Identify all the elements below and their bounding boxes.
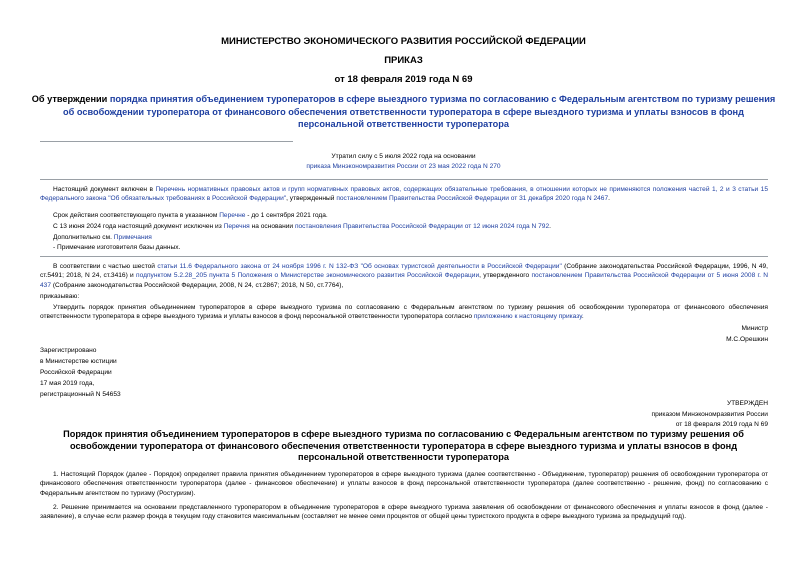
registration-line-2: в Министерстве юстиции (40, 358, 117, 365)
preamble-paragraph (40, 262, 768, 290)
list-link[interactable]: Перечня (223, 223, 250, 230)
registration-line-1: Зарегистрировано (40, 347, 97, 354)
list-link[interactable]: Перечне (219, 212, 246, 219)
preamble-text: В соответствии с частью шестой (53, 263, 158, 270)
preamble-text: (Собрание законодательства Российской Федерации, 2008, N 24, ст.2867; 2018, N 50, ст.7764), (51, 281, 344, 289)
note-text: Срок действия соответствующего пункта в указанном (53, 212, 220, 219)
note-included-list (40, 185, 768, 204)
note-excluded (53, 222, 768, 231)
approve-text: . (581, 313, 584, 321)
order-title-prefix: Об утверждении (31, 94, 110, 104)
note-validity (53, 211, 768, 220)
note-db-producer: - Примечание изготовителя базы данных. (53, 244, 181, 251)
note-text: . (549, 223, 551, 230)
order-date-number: от 18 февраля 2019 года N 69 (334, 74, 473, 85)
divider-notes-bottom (40, 256, 768, 257)
list-link[interactable]: Перечень нормативных правовых актов и групп нормативных правовых актов, содержащих обязательные требования, в отношении которых не применяются положения частей 1, 2 и 3 статьи 15 Федерального закона "Об обязательных требованиях в Российской Федерации" (40, 186, 768, 203)
registration-line-5: регистрационный N 54653 (40, 391, 121, 398)
note-text: на основании (249, 223, 295, 230)
note-text: , утвержденный (286, 195, 337, 203)
approved-label: УТВЕРЖДЕН (726, 400, 768, 407)
order-title-link[interactable]: порядка принятия объединением туроператоров в сфере выездного туризма по согласованию с Федеральным агентством по туризму решения об освобождении туроператора от финансового обеспечения ответственности туроператора в сфере выездного туризма и уплаты взносов в фонд персональной ответственности туроператора (63, 94, 776, 129)
approve-paragraph (40, 303, 768, 322)
doc-type-heading: ПРИКАЗ (384, 55, 423, 66)
regulation-link[interactable]: подпунктом 5.2.28_205 пункта 5 Положения о Министерстве экономического развития Российской Федерации (136, 272, 480, 280)
status-line-1: Утратил силу с 5 июля 2022 года на основании (331, 153, 476, 160)
note-see-also (53, 233, 152, 242)
decree-792-link[interactable]: постановления Правительства Российской Федерации от 12 июня 2024 года N 792 (294, 223, 550, 230)
note-text: Настоящий документ включен в (53, 186, 156, 193)
status-repeal-link[interactable]: приказа Минэкономразвития России от 23 мая 2022 года N 270 (306, 163, 501, 170)
preamble-text: , утвержденного (479, 272, 532, 280)
registration-line-4: 17 мая 2019 года, (40, 380, 95, 387)
signatory-role: Министр (741, 325, 768, 332)
paragraph-2: 2. Решение принимается на основании представленного туроператором в объединение туроператоров в сфере выездного туризма заявления об освобождении от финансового обеспечения и уплаты взносов в фонд (далее - заявление), в случае если размер фонда в текущем году становится максимальным (составляет не менее семи процентов от общей цены туристского продукта в сфере выездного туризма за предыдущий год). (40, 504, 768, 521)
law-132-link[interactable]: статьи 11.6 Федерального закона от 24 ноября 1996 г. N 132-ФЗ "Об основах туристской деятельности в Российской Федерации" (157, 263, 562, 270)
notes-link[interactable]: Примечания (113, 234, 152, 241)
paragraph-1: 1. Настоящий Порядок (далее - Порядок) определяет правила принятия объединением туроператоров в сфере выездного туризма (далее соответственно - Объединение, туроператор) решения об освобождении туроператора от финансового обеспечения ответственности туроператора (далее - финансовое обеспечение) и уплаты взносов в фонд персональной ответственности туроператора (далее соответственно - решение, фонд) по согласованию с Федеральным агентством по туризму (Ростуризм). (40, 471, 768, 497)
divider-short (40, 141, 293, 142)
approved-by-order: приказом Минэкономразвития России (651, 411, 768, 418)
note-text: С 13 июня 2024 года настоящий документ исключен из (53, 223, 224, 230)
decree-437-link[interactable]: постановлением Правительства Российской Федерации от 5 июня 2008 г. N 437 (40, 272, 769, 289)
divider-notes-top (40, 179, 768, 180)
registration-line-3: Российской Федерации (40, 369, 112, 376)
approved-date: от 18 февраля 2019 года N 69 (675, 421, 768, 428)
procedure-title: Порядок принятия объединением туроператоров в сфере выездного туризма по согласованию с Федеральным агентством по туризму решения об освобождении туроператора от финансового обеспечения ответственности туроператора в сфере выездного туризма и уплаты взносов в фонд персональной ответственности туроператора (63, 429, 744, 462)
order-title (30, 93, 777, 131)
preamble-text: (Собрание законодательства Российской Федерации, 1996, N 49, ст.5491; 2018, N 24, ст.3416) и (40, 263, 768, 280)
decree-2467-link[interactable]: постановлением Правительства Российской Федерации от 31 декабря 2020 года N 2467 (336, 195, 609, 203)
note-text: Дополнительно см. (53, 234, 114, 241)
note-text: - до 1 сентября 2021 года. (245, 212, 328, 219)
approve-text: Утвердить порядок принятия объединением туроператоров в сфере выездного туризма по согласованию с Федеральным агентством по туризму решения об освобождении туроператора от финансового обеспечения ответственности туроператора в сфере выездного туризма и уплаты взносов в фонд персональной ответственности туроператора согласно (40, 304, 768, 321)
appendix-link[interactable]: приложению к настоящему приказу (473, 313, 582, 321)
order-word: приказываю: (40, 293, 80, 300)
signatory-name: М.С.Орешкин (726, 336, 768, 343)
note-text: . (608, 195, 610, 203)
ministry-heading: МИНИСТЕРСТВО ЭКОНОМИЧЕСКОГО РАЗВИТИЯ РОССИЙСКОЙ ФЕДЕРАЦИИ (221, 36, 586, 47)
